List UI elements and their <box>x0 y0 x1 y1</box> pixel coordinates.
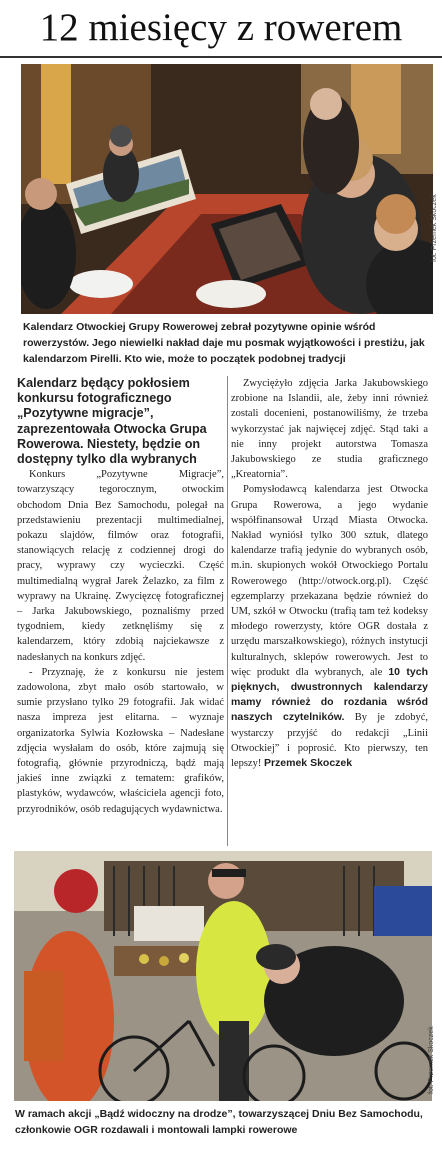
article-author: Przemek Skoczek <box>263 757 353 770</box>
article-paragraph-4 <box>231 482 428 771</box>
article-paragraph-2: - Przyznaję, że z konkursu nie jestem zadowolona, zbyt mało osób startowało, w sumie przysłano tylko 29 fotografii. Jak widać nasza impreza jest elitarna. – wyznaje organizatorka Sylwia Kozłowska – Nadesłane zdjęcia wysłałam do osób, które zajmują się fotografią, głównie przyrodniczą, bądź mają jakieś inne związki z tematem: grafików, plastyków, wydawców, właściciela agencji foto, przyrodników, osób redagujących wydawnictwa. <box>17 666 224 815</box>
article-lead: Kalendarz będący pokłosiem konkursu fotograficznego „Pozytywne migracje”, zaprezentowała Otwocka Grupa Rowerowa. Niestety, będzie on dostępny tylko dla wybranych <box>17 376 207 467</box>
article-paragraph-1: Konkurs „Pozytywne Migracje”, towarzyszący tegorocznym, otwockim obchodom Dnia Bez Samochodu, polegał na przedstawieniu prezentacji multimedialnej, pokazu slajdów, filmów oraz fotografii, stanowiących relację z codziennej drogi do pracy, wyprawy czy wycieczki. Część multimedialną wygrał Jarek Żelazko, za film z wyprawy na Ukrainę. Zwycięzcę fotograficznej – Jarka Jakubowskiego, poznaliśmy przed tygodniem, kiedy zetknęliśmy się z kalendarzem, który zdobią najciekawsze z nadesłanych na konkurs zdjęć. <box>17 469 224 663</box>
bottom-caption-campaign: „Bądź widoczny na drodze” <box>94 1108 233 1120</box>
top-photo-credit: fot. Przemek Skoczek <box>431 194 438 262</box>
column-divider <box>227 376 228 846</box>
article-column-right <box>231 376 428 771</box>
article-paragraph-3: Zwyciężyło zdjęcia Jarka Jakubowskiego zrobione na Islandii, ale, żeby inni również zostali docenieni, postanowiliśmy, że trzeba wykorzystać jak najwięcej zdjęć. Stąd taki a nie inny projekt autorstwa Tomasza Jakubowskiego ze studia graficznego „Kreatornia”. <box>231 378 428 481</box>
headline: 12 miesięcy z rowerem <box>39 6 403 49</box>
article-column-left <box>17 376 224 817</box>
article-paragraph-4-text: Pomysłodawcą kalendarza jest Otwocka Grupa Rowerowa, a jego wydanie współfinansował Urząd Miasta Otwocka. Nakład wyniósł tylko 300 sztuk, dlatego kalendarze trafią jedynie do wybranych osób, m.in. skupionych wokół Otwockiego Portalu Rowerowego (http://otwock.org.pl). Część egzemplarzy przekazana będzie również do UM, szkół w Otwocku (trafią tam też kodeksy młodego rowerzysty, które OGR dostała z urzędu marszałkowskiego), różnych instytucji kulturalnych, sklepów rowerowych. Jest to więc produkt dla wybranych, ale <box>231 484 428 678</box>
bottom-photo <box>14 851 432 1101</box>
bottom-photo-caption <box>15 1106 435 1138</box>
top-photo-caption: Kalendarz Otwockiej Grupy Rowerowej zebrał pozytywne opinie wśród rowerzystów. Jego niewielki nakład daje mu posmak wyjątkowości i prestiżu, jak kalendarzom Pirelli. Kto wie, może to początek podobnej tradycji <box>23 321 425 365</box>
top-photo <box>21 64 433 314</box>
article-giveaway-highlight: 10 tych pięknych, dwustronnych kalendarzy mamy również do rozdania wśród naszych czytelników. <box>231 665 429 724</box>
article-paragraph-4-end: By je zdobyć, wystarczy przyjść do redakcji „Linii Otwockiej” i poprosić. Kto pierwszy, ten lepszy! <box>231 712 428 770</box>
headline-rule <box>0 56 442 58</box>
bottom-caption-end: , towarzyszącej Dniu Bez Samochodu, członkowie OGR rozdawali i montowali lampki rowerowe <box>15 1108 423 1136</box>
bottom-photo-credit: fot. Przemek Skoczek <box>428 1026 435 1094</box>
bottom-caption-start: W ramach akcji <box>15 1108 95 1120</box>
